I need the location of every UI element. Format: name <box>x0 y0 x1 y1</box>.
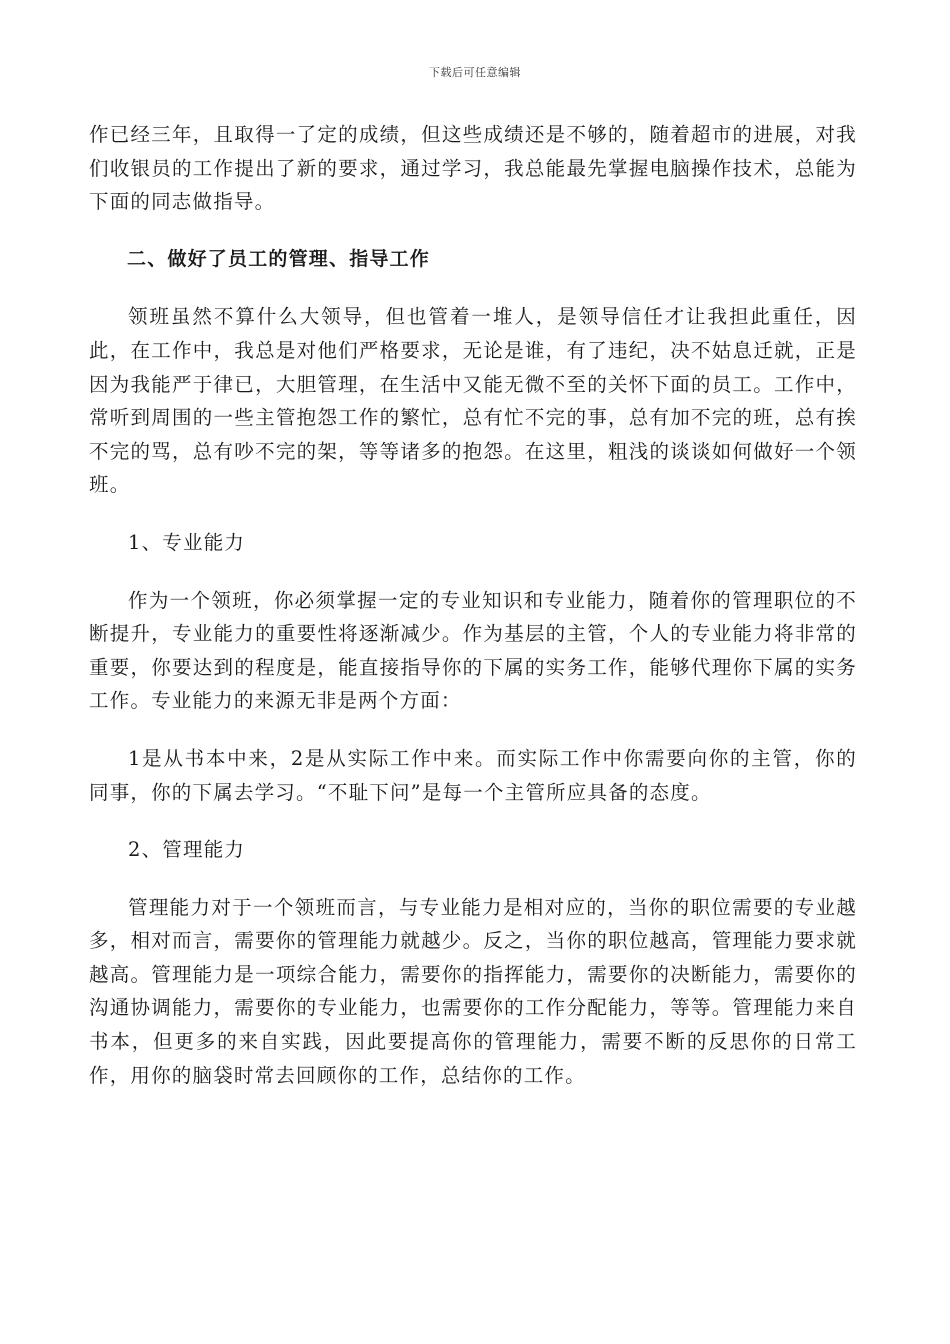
paragraph-learning-sources: 1是从书本中来，2是从实际工作中来。而实际工作中你需要向你的主管，你的同事，你的下属去学习。“不耻下问”是每一个主管所应具备的态度。 <box>89 746 857 804</box>
section-heading: 二、做好了员工的管理、指导工作 <box>127 247 431 270</box>
paragraph-continuation: 作已经三年，且取得一了定的成绩，但这些成绩还是不够的，随着超市的进展，对我们收银员的工作提出了新的要求，通过学习，我总能最先掌握电脑操作技术，总能为下面的同志做指导。 <box>89 123 857 214</box>
paragraph-professional-ability: 作为一个领班，你必须掌握一定的专业知识和专业能力，随着你的管理职位的不断提升，专业能力的重要性将逐渐减少。作为基层的主管，个人的专业能力将非常的重要，你要达到的程度是，能直接指导你的下属的实务工作，能够代理你下属的实务工作。专业能力的来源无非是两个方面： <box>89 588 857 713</box>
paragraph-team-leader: 领班虽然不算什么大领导，但也管着一堆人，是领导信任才让我担此重任，因此，在工作中，我总是对他们严格要求，无论是谁，有了违纪，决不姑息迁就，正是因为我能严于律已，大胆管理，在生活中又能无微不至的关怀下面的员工。工作中，常听到周围的一些主管抱怨工作的繁忙，总有忙不完的事，总有加不完的班，总有挨不完的骂，总有吵不完的架，等等诸多的抱怨。在这里，粗浅的谈谈如何做好一个领班。 <box>89 305 857 497</box>
subheading-professional-ability: 1、专业能力 <box>128 530 246 554</box>
paragraph-management-ability: 管理能力对于一个领班而言，与专业能力是相对应的，当你的职位需要的专业越多，相对而言，需要你的管理能力就越少。反之，当你的职位越高，管理能力要求就越高。管理能力是一项综合能力，需要你的指挥能力，需要你的决断能力，需要你的沟通协调能力，需要你的专业能力，也需要你的工作分配能力，等等。管理能力来自书本，但更多的来自实践，因此要提高你的管理能力，需要不断的反思你的日常工作，用你的脑袋时常去回顾你的工作，总结你的工作。 <box>89 895 857 1087</box>
document-body <box>89 118 857 1092</box>
subheading-management-ability: 2、管理能力 <box>128 838 246 862</box>
page-header: 下载后可任意编辑 <box>429 66 521 79</box>
